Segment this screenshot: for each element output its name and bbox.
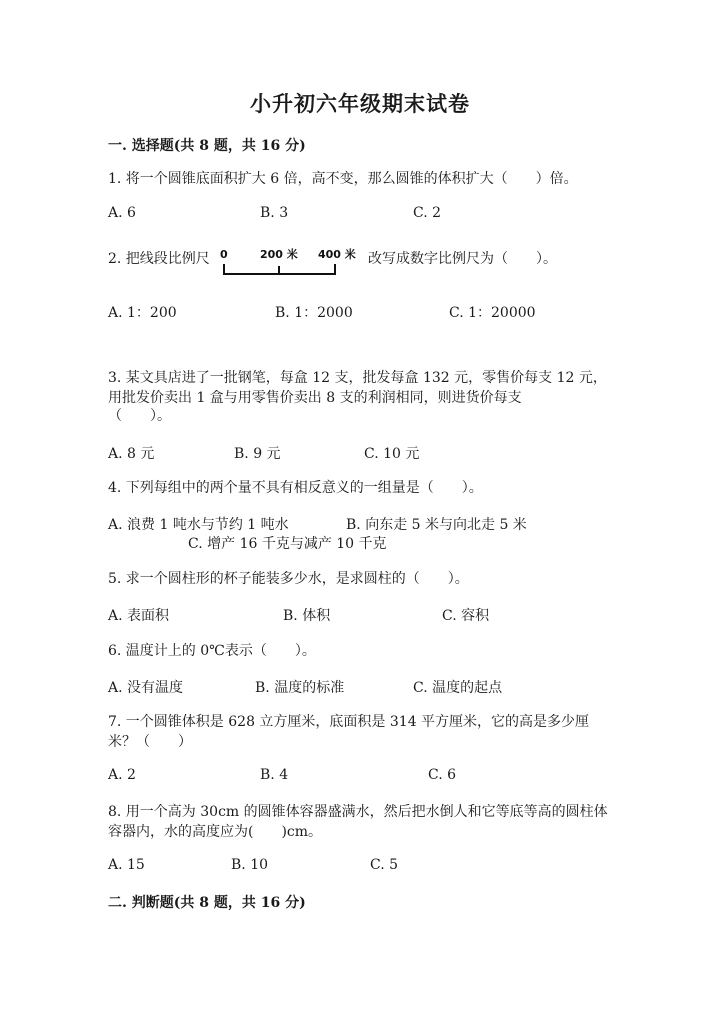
q5-option-b: B. 体积 — [283, 608, 331, 624]
scale-label-0: 0 — [220, 248, 228, 261]
q5-option-c: C. 容积 — [442, 608, 490, 624]
question-3-line-1: 3. 某文具店进了一批钢笔，每盒 12 支，批发每盒 132 元，零售价每支 12 元， — [108, 370, 607, 386]
question-2-text-before: 2. 把线段比例尺 — [108, 251, 210, 267]
question-8-line-2: 容器内，水的高度应为( )cm。 — [108, 824, 323, 840]
q1-option-c: C. 2 — [413, 205, 442, 221]
q4-option-a: A. 浪费 1 吨水与节约 1 吨水 — [108, 517, 289, 533]
q5-option-a: A. 表面积 — [108, 608, 170, 624]
scale-label-200: 200 米 — [260, 248, 298, 261]
question-6: 6. 温度计上的 0℃表示（ ）。 — [108, 643, 316, 659]
question-3-line-2: 用批发价卖出 1 盒与用零售价卖出 8 支的利润相同，则进货价每支 — [108, 390, 522, 406]
q4-option-c: C. 增产 16 千克与减产 10 千克 — [188, 536, 387, 552]
q2-option-b: B. 1：2000 — [275, 305, 353, 321]
q6-option-a: A. 没有温度 — [108, 680, 184, 696]
question-5: 5. 求一个圆柱形的杯子能装多少水，是求圆柱的（ ）。 — [108, 571, 469, 587]
line-scale-bar — [218, 244, 358, 278]
q8-option-b: B. 10 — [231, 857, 269, 873]
scale-label-400: 400 米 — [318, 248, 356, 261]
q6-option-b: B. 温度的标准 — [255, 680, 345, 696]
q3-option-b: B. 9 元 — [234, 446, 281, 462]
section-heading-choice: 一. 选择题(共 8 题，共 16 分) — [108, 138, 306, 154]
q3-option-c: C. 10 元 — [364, 446, 420, 462]
page-title: 小升初六年级期末试卷 — [250, 91, 470, 116]
question-1: 1. 将一个圆锥底面积扩大 6 倍，高不变，那么圆锥的体积扩大（ ）倍。 — [108, 171, 578, 187]
question-3-line-3: （ ）。 — [108, 408, 171, 424]
q8-option-a: A. 15 — [108, 857, 145, 873]
q3-option-a: A. 8 元 — [108, 446, 155, 462]
q2-option-c: C. 1：20000 — [449, 305, 536, 321]
section-heading-judge: 二. 判断题(共 8 题，共 16 分) — [108, 895, 306, 911]
question-2-text-after: 改写成数字比例尺为（ ）。 — [368, 251, 557, 267]
question-7-line-1: 7. 一个圆锥体积是 628 立方厘米，底面积是 314 平方厘米，它的高是多少厘 — [108, 714, 590, 730]
q1-option-a: A. 6 — [108, 205, 136, 221]
question-4: 4. 下列每组中的两个量不具有相反意义的一组量是（ ）。 — [108, 480, 483, 496]
q1-option-b: B. 3 — [260, 205, 289, 221]
question-7-line-2: 米？（ ） — [108, 734, 192, 750]
q2-option-a: A. 1：200 — [108, 305, 177, 321]
q4-option-b: B. 向东走 5 米与向北走 5 米 — [346, 517, 527, 533]
q6-option-c: C. 温度的起点 — [413, 680, 503, 696]
q7-option-a: A. 2 — [108, 767, 136, 783]
q7-option-b: B. 4 — [260, 767, 289, 783]
q7-option-c: C. 6 — [428, 767, 457, 783]
question-8-line-1: 8. 用一个高为 30cm 的圆锥体容器盛满水，然后把水倒人和它等底等高的圆柱体 — [108, 804, 608, 820]
q8-option-c: C. 5 — [370, 857, 399, 873]
